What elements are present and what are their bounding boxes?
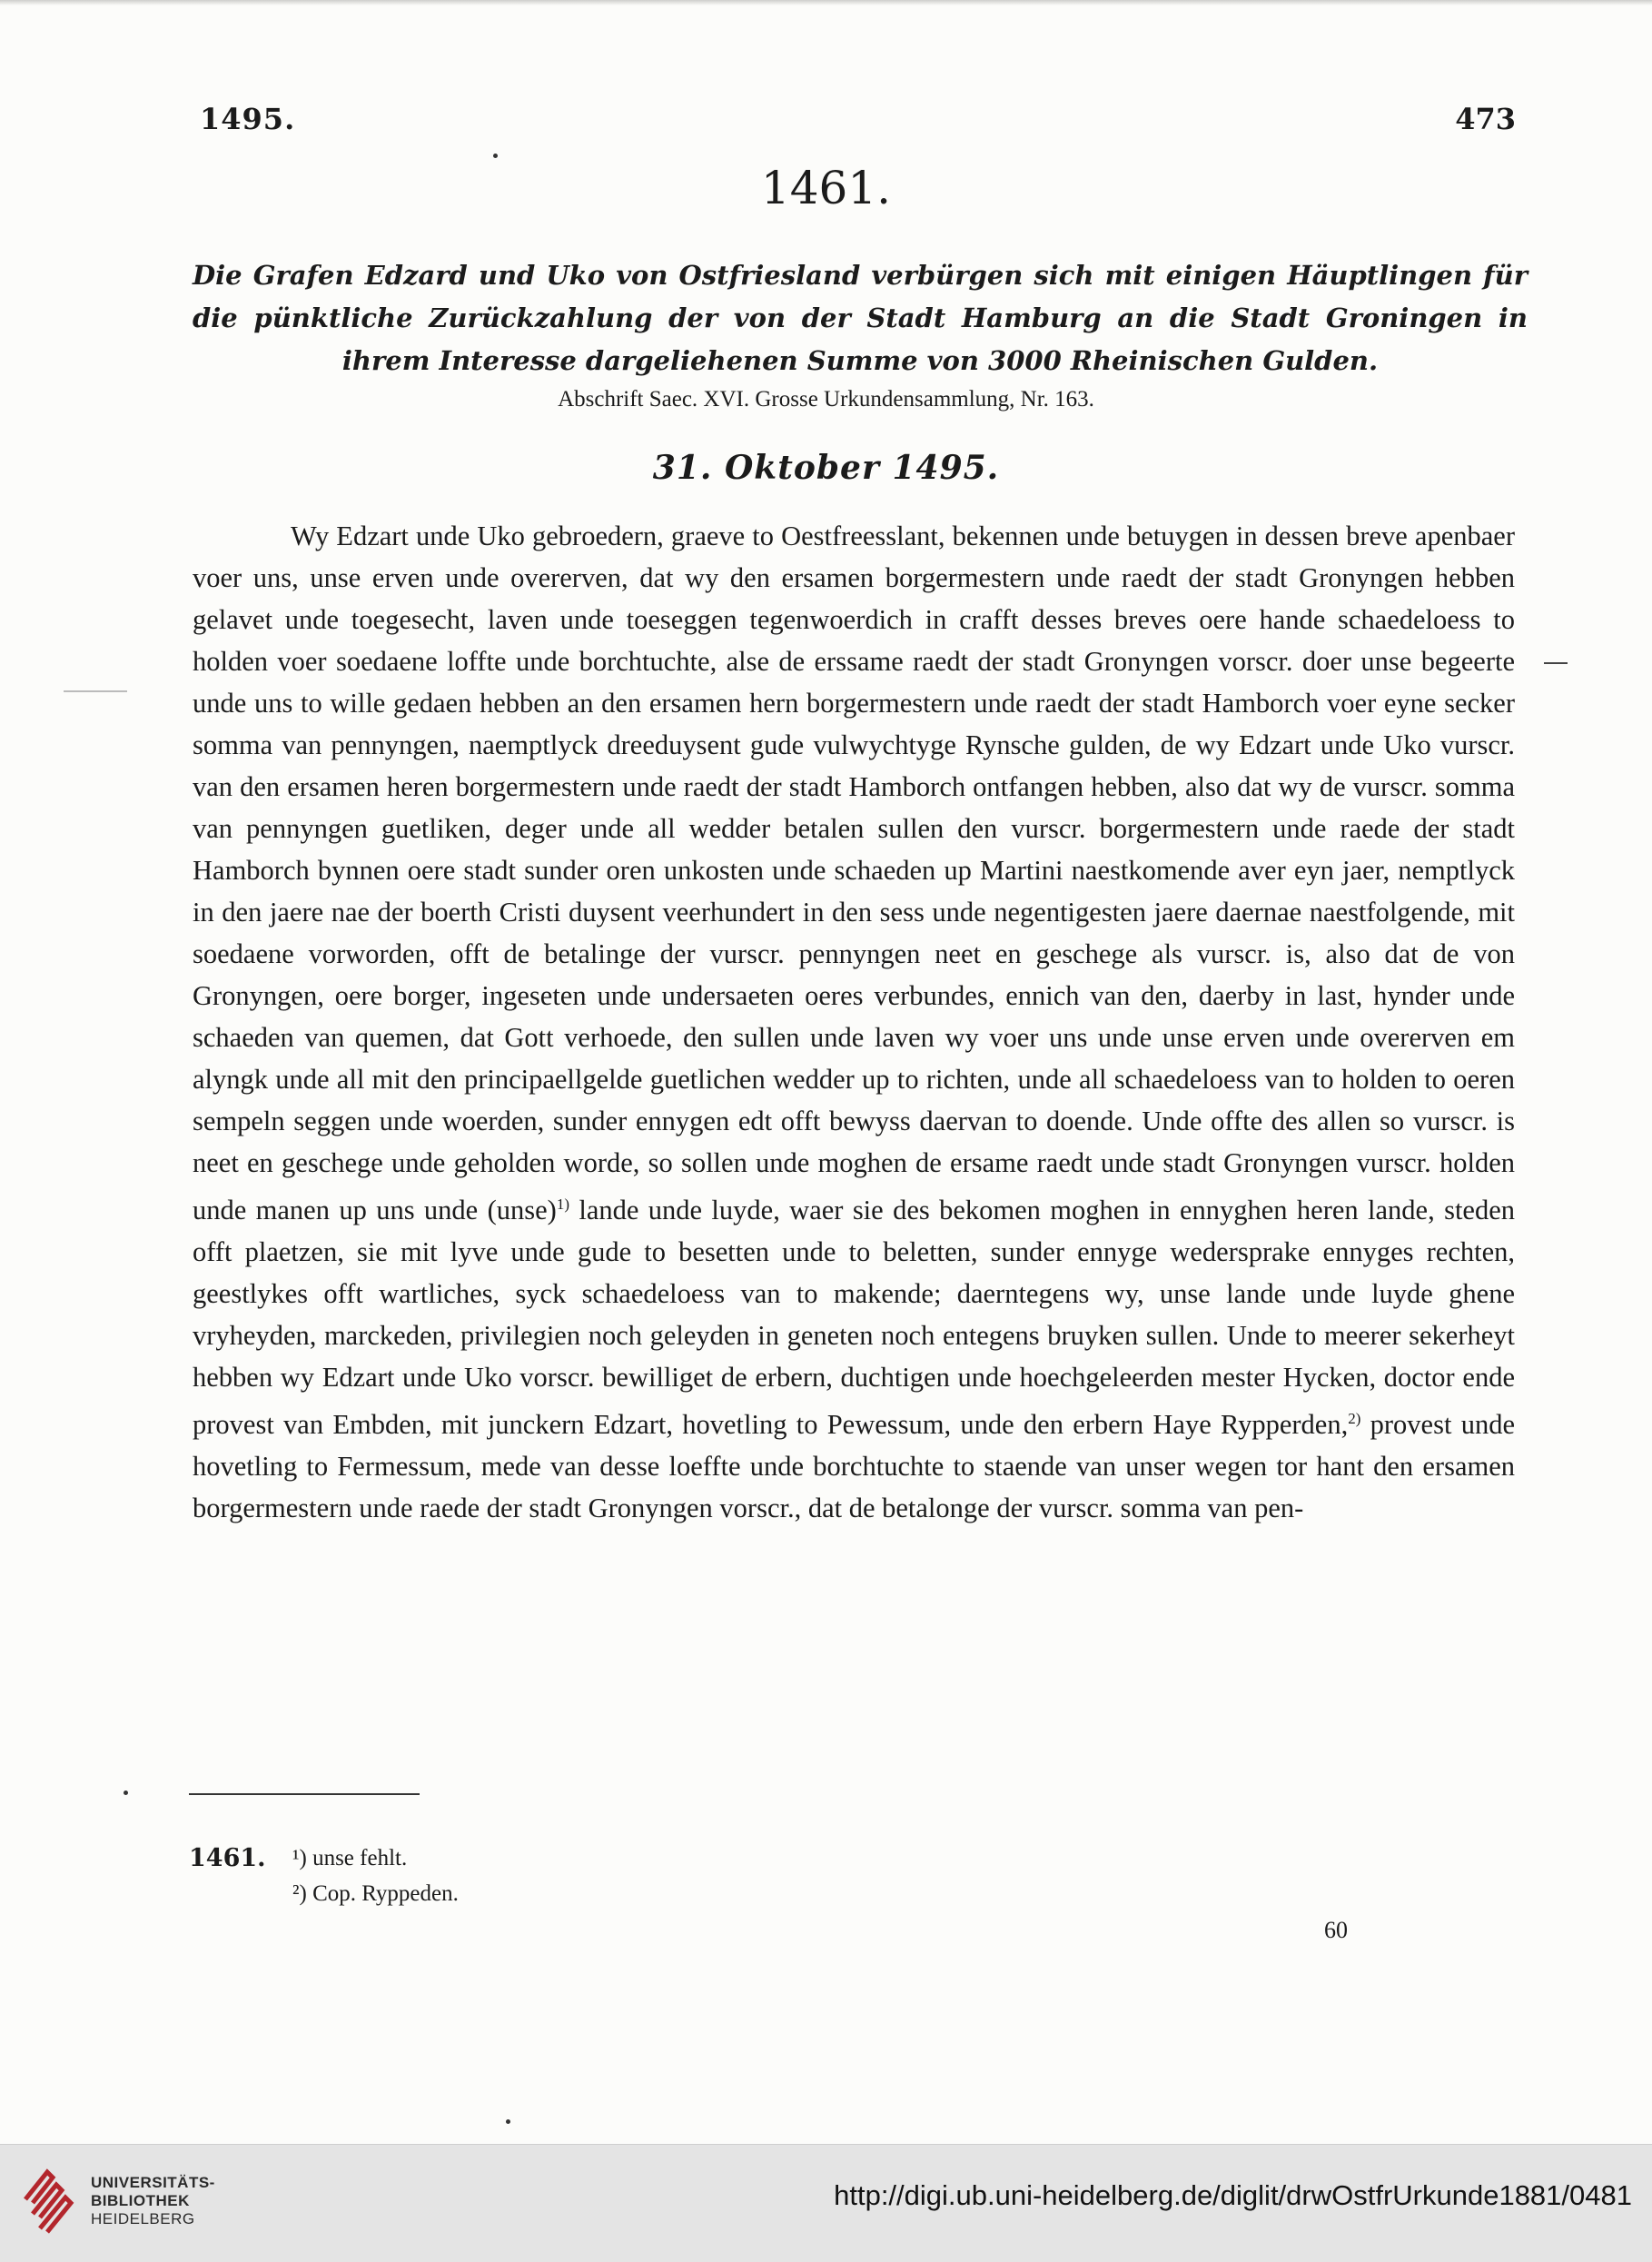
body-text-part-2: lande unde luyde, waer sie des bekomen moghen in ennyghen heren lande, steden offt plaetzen, sie mit lyve unde gude to besetten unde to beletten, sunder ennyge wedersprake ennyges rechten, geestlykes offt wartliches, syck schaedeloess van to makende; daerntegens wy, unse lande unde luyde ghene vryheyden, marckeden, privilegien noch geleyden in geneten noch entegens bruyken sullen. Unde to meerer sekerheyt hebben wy Edzart unde Uko vorscr. bewilliget de erbern, duchtigen unde hoechgeleerden mester Hycken, doctor ende provest van Embden, mit junckern Edzart, hovetling to Pewessum, unde den erbern Haye Rypperden,	[193, 1195, 1515, 1441]
library-name-line-1: UNIVERSITÄTS-	[91, 2174, 215, 2191]
document-date: 31. Oktober 1495.	[652, 449, 1000, 487]
body-text-part-1: Wy Edzart unde Uko gebroedern, graeve to Oestfreesslant, bekennen unde betuygen in dessen breve apenbaer voer uns, unse erven unde overerven, dat wy den ersamen borgermestern unde raedt der stadt Gronyngen hebben gelavet unde toegesecht, laven unde toeseggen tegenwoerdich in crafft desses breves oere hande schaedeloess to holden voer soedaene loffte unde borchtuchte, alse de erssame raedt der stadt Gronyngen vorscr. doer unse begeerte unde uns to wille gedaen hebben an den ersamen hern borgermestern unde raedt der stadt Hamborch voer eyne secker somma van pennyngen, naemptlyck dreeduysent gude vulwychtyge Rynsche gulden, de wy Edzart unde Uko vurscr. van den ersamen heren borgermestern unde raedt der stadt Hamborch ontfangen hebben, also dat wy de vurscr. somma van pennyngen guetliken, deger unde all wedder betalen sullen den vurscr. borgermestern unde raede der stadt Hamborch bynnen oere stadt sunder oren unkosten unde schaeden up Martini naestkomende aver eyn jaer, nemptlyck in den jaere nae der boerth Cristi duysent veerhundert in den sess unde negentigesten jaere daernae naestfolgende, mit soedaene vorworden, offt de betalinge der vurscr. pennyngen neet en geschege als vurscr. is, also dat de von Gronyngen, oere borger, ingeseten unde undersaeten oeres verbundes, ennich van den, daerby in last, hynder unde schaeden van quemen, dat Gott verhoede, den sullen unde laven wy voer uns unde unse erven unde overerven em alyngk unde all mit den principaellgelde guetlichen wedder up to richten, unde all schaedeloess van to holden to oeren sempeln seggen unde woerden, sunder ennygen edt offt bewyss daervan to doende. Unde offte des allen so vurscr. is neet en geschege unde geholden worde, so sollen unde moghen de ersame raedt unde stadt Gronyngen vurscr. holden unde manen up uns unde (unse)	[193, 521, 1515, 1226]
document-summary: Die Grafen Edzard und Uko von Ostfriesland verbürgen sich mit einigen Häuptlingen für die pünktliche Zurückzahlung der von der Stadt Hamburg an die Stadt Groningen in ihrem Interesse dargeliehenen Summe von 3000 Rheinischen Gulden.	[193, 260, 1528, 376]
footnote-doc-label: 1461.	[189, 1844, 266, 1872]
scan-speck	[493, 154, 498, 158]
scan-speck	[124, 1791, 128, 1795]
running-head-year: 1495.	[200, 102, 296, 136]
body-text-part-3: provest unde hovetling to Fermessum, mede van desse loeffte unde borchtuchte to staende van unser wegen tor hant den ersamen borgermestern unde raede der stadt Gronyngen vorscr., dat de betalonge der vurscr. somma van pen-	[193, 1409, 1515, 1524]
footnote-2: ²) Cop. Ryppeden.	[292, 1881, 459, 1906]
document-body	[193, 515, 1515, 1529]
library-name	[91, 2174, 215, 2228]
viewer-footer	[0, 2144, 1652, 2262]
library-name-line-3: HEIDELBERG	[91, 2210, 195, 2227]
library-name-line-2: BIBLIOTHEK	[91, 2192, 190, 2209]
margin-speck	[64, 690, 127, 692]
scan-speck	[506, 2119, 510, 2124]
footnote-rule	[189, 1793, 420, 1795]
margin-mark	[1544, 662, 1568, 664]
page-number: 473	[1455, 102, 1516, 136]
page-edge	[0, 0, 1652, 5]
footnote-ref-2: 2)	[1348, 1410, 1361, 1428]
document-number: 1461.	[760, 162, 892, 214]
library-logo-icon	[20, 2163, 78, 2241]
permalink-url[interactable]: http://digi.ub.uni-heidelberg.de/diglit/drwOstfrUrkunde1881/0481	[834, 2179, 1632, 2211]
footnote-1: ¹) unse fehlt.	[292, 1846, 408, 1870]
source-note: Abschrift Saec. XVI. Grosse Urkundensammlung, Nr. 163.	[558, 387, 1094, 412]
footnote-ref-1: 1)	[556, 1195, 569, 1213]
sheet-signature: 60	[1324, 1917, 1348, 1943]
